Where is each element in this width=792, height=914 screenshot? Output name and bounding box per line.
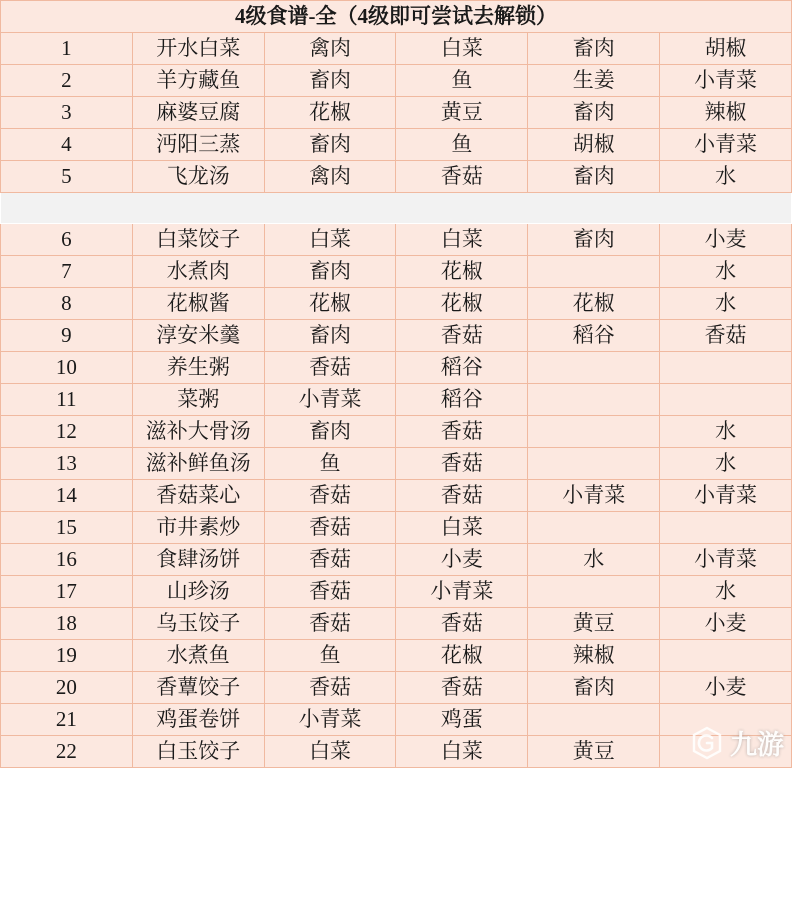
ingredient-4 xyxy=(660,704,792,736)
table-row xyxy=(1,480,792,512)
ingredient-1: 香菇 xyxy=(264,480,396,512)
row-index: 4 xyxy=(1,129,133,161)
ingredient-4: 水 xyxy=(660,161,792,193)
row-index: 1 xyxy=(1,33,133,65)
ingredient-2: 香菇 xyxy=(396,320,528,352)
row-index: 3 xyxy=(1,97,133,129)
recipe-name: 乌玉饺子 xyxy=(132,608,264,640)
table-row xyxy=(1,576,792,608)
ingredient-1: 畜肉 xyxy=(264,256,396,288)
row-index: 9 xyxy=(1,320,133,352)
ingredient-2: 鱼 xyxy=(396,129,528,161)
ingredient-2: 香菇 xyxy=(396,161,528,193)
ingredient-4: 辣椒 xyxy=(660,97,792,129)
table-row xyxy=(1,33,792,65)
row-index: 7 xyxy=(1,256,133,288)
ingredient-2: 小麦 xyxy=(396,544,528,576)
recipe-name: 香蕈饺子 xyxy=(132,672,264,704)
ingredient-1: 畜肉 xyxy=(264,65,396,97)
recipe-name: 羊方藏鱼 xyxy=(132,65,264,97)
watermark-text: 九游 xyxy=(730,730,784,760)
ingredient-2: 花椒 xyxy=(396,640,528,672)
table-row xyxy=(1,736,792,768)
ingredient-2: 香菇 xyxy=(396,672,528,704)
ingredient-2: 花椒 xyxy=(396,256,528,288)
ingredient-1: 畜肉 xyxy=(264,320,396,352)
row-index: 8 xyxy=(1,288,133,320)
ingredient-4: 水 xyxy=(660,576,792,608)
recipe-name: 滋补大骨汤 xyxy=(132,416,264,448)
row-index: 14 xyxy=(1,480,133,512)
ingredient-1: 香菇 xyxy=(264,512,396,544)
ingredient-3: 畜肉 xyxy=(528,161,660,193)
ingredient-2: 香菇 xyxy=(396,480,528,512)
ingredient-1: 花椒 xyxy=(264,97,396,129)
ingredient-4: 小青菜 xyxy=(660,544,792,576)
ingredient-1: 小青菜 xyxy=(264,384,396,416)
table-row xyxy=(1,448,792,480)
ingredient-1: 香菇 xyxy=(264,672,396,704)
row-index: 19 xyxy=(1,640,133,672)
page-title: 4级食谱-全（4级即可尝试去解锁） xyxy=(1,1,792,33)
ingredient-4: 水 xyxy=(660,288,792,320)
ingredient-3 xyxy=(528,704,660,736)
recipe-name: 山珍汤 xyxy=(132,576,264,608)
ingredient-3: 畜肉 xyxy=(528,672,660,704)
ingredient-4 xyxy=(660,512,792,544)
ingredient-4: 小麦 xyxy=(660,608,792,640)
row-index: 16 xyxy=(1,544,133,576)
table-row xyxy=(1,704,792,736)
ingredient-1: 小青菜 xyxy=(264,704,396,736)
recipe-name: 水煮鱼 xyxy=(132,640,264,672)
recipe-name: 滋补鲜鱼汤 xyxy=(132,448,264,480)
ingredient-3: 畜肉 xyxy=(528,33,660,65)
table-row xyxy=(1,608,792,640)
row-index: 21 xyxy=(1,704,133,736)
table-row xyxy=(1,672,792,704)
ingredient-2: 稻谷 xyxy=(396,352,528,384)
ingredient-1: 鱼 xyxy=(264,640,396,672)
row-index: 22 xyxy=(1,736,133,768)
table-row xyxy=(1,512,792,544)
ingredient-2: 白菜 xyxy=(396,33,528,65)
ingredient-1: 禽肉 xyxy=(264,33,396,65)
recipe-name: 菜粥 xyxy=(132,384,264,416)
table-row xyxy=(1,320,792,352)
ingredient-4 xyxy=(660,352,792,384)
ingredient-3 xyxy=(528,512,660,544)
row-index: 10 xyxy=(1,352,133,384)
row-index: 15 xyxy=(1,512,133,544)
row-index: 11 xyxy=(1,384,133,416)
ingredient-4: 小青菜 xyxy=(660,129,792,161)
row-index: 2 xyxy=(1,65,133,97)
recipe-name: 开水白菜 xyxy=(132,33,264,65)
ingredient-4: 香菇 xyxy=(660,320,792,352)
recipe-name: 食肆汤饼 xyxy=(132,544,264,576)
row-index: 5 xyxy=(1,161,133,193)
ingredient-3: 黄豆 xyxy=(528,608,660,640)
recipe-name: 淳安米羹 xyxy=(132,320,264,352)
ingredient-1: 禽肉 xyxy=(264,161,396,193)
recipe-name: 养生粥 xyxy=(132,352,264,384)
recipe-name: 市井素炒 xyxy=(132,512,264,544)
row-index: 12 xyxy=(1,416,133,448)
ingredient-1: 畜肉 xyxy=(264,129,396,161)
ingredient-1: 花椒 xyxy=(264,288,396,320)
recipe-name: 花椒酱 xyxy=(132,288,264,320)
ingredient-4: 水 xyxy=(660,448,792,480)
ingredient-4: 水 xyxy=(660,416,792,448)
row-index: 17 xyxy=(1,576,133,608)
recipe-name: 飞龙汤 xyxy=(132,161,264,193)
ingredient-1: 畜肉 xyxy=(264,416,396,448)
ingredient-3: 生姜 xyxy=(528,65,660,97)
ingredient-4: 水 xyxy=(660,256,792,288)
recipe-name: 沔阳三蒸 xyxy=(132,129,264,161)
ingredient-4: 小麦 xyxy=(660,672,792,704)
ingredient-1: 香菇 xyxy=(264,576,396,608)
ingredient-3 xyxy=(528,576,660,608)
ingredient-4: 小青菜 xyxy=(660,480,792,512)
table-row xyxy=(1,416,792,448)
ingredient-2: 稻谷 xyxy=(396,384,528,416)
ingredient-4 xyxy=(660,736,792,768)
recipe-name: 鸡蛋卷饼 xyxy=(132,704,264,736)
row-index: 20 xyxy=(1,672,133,704)
row-index: 6 xyxy=(1,224,133,256)
recipe-name: 白菜饺子 xyxy=(132,224,264,256)
ingredient-3: 水 xyxy=(528,544,660,576)
title-row xyxy=(1,1,792,33)
table-row xyxy=(1,640,792,672)
ingredient-4 xyxy=(660,384,792,416)
ingredient-2: 黄豆 xyxy=(396,97,528,129)
ingredient-4: 胡椒 xyxy=(660,33,792,65)
ingredient-3 xyxy=(528,352,660,384)
table-row xyxy=(1,544,792,576)
table-row xyxy=(1,256,792,288)
ingredient-1: 白菜 xyxy=(264,736,396,768)
table-row xyxy=(1,352,792,384)
ingredient-2: 白菜 xyxy=(396,736,528,768)
ingredient-2: 鸡蛋 xyxy=(396,704,528,736)
table-row xyxy=(1,129,792,161)
row-index: 18 xyxy=(1,608,133,640)
spacer-cell xyxy=(1,193,792,224)
table-row xyxy=(1,288,792,320)
ingredient-2: 白菜 xyxy=(396,512,528,544)
ingredient-2: 香菇 xyxy=(396,448,528,480)
recipe-name: 水煮肉 xyxy=(132,256,264,288)
ingredient-1: 白菜 xyxy=(264,224,396,256)
ingredient-3 xyxy=(528,384,660,416)
ingredient-3 xyxy=(528,448,660,480)
table-row xyxy=(1,224,792,256)
ingredient-4: 小麦 xyxy=(660,224,792,256)
ingredient-1: 香菇 xyxy=(264,352,396,384)
ingredient-1: 鱼 xyxy=(264,448,396,480)
ingredient-4: 小青菜 xyxy=(660,65,792,97)
recipe-name: 白玉饺子 xyxy=(132,736,264,768)
ingredient-3: 畜肉 xyxy=(528,224,660,256)
recipe-name: 香菇菜心 xyxy=(132,480,264,512)
table-row xyxy=(1,161,792,193)
ingredient-3: 黄豆 xyxy=(528,736,660,768)
ingredient-1: 香菇 xyxy=(264,544,396,576)
ingredient-3 xyxy=(528,416,660,448)
ingredient-3: 胡椒 xyxy=(528,129,660,161)
ingredient-3: 小青菜 xyxy=(528,480,660,512)
row-index: 13 xyxy=(1,448,133,480)
ingredient-2: 白菜 xyxy=(396,224,528,256)
table-row xyxy=(1,97,792,129)
ingredient-2: 香菇 xyxy=(396,416,528,448)
ingredient-3: 稻谷 xyxy=(528,320,660,352)
recipe-name: 麻婆豆腐 xyxy=(132,97,264,129)
table-row xyxy=(1,384,792,416)
ingredient-3: 花椒 xyxy=(528,288,660,320)
ingredient-3: 畜肉 xyxy=(528,97,660,129)
ingredient-1: 香菇 xyxy=(264,608,396,640)
spacer-row xyxy=(1,193,792,224)
ingredient-3: 辣椒 xyxy=(528,640,660,672)
table-row xyxy=(1,65,792,97)
ingredient-2: 香菇 xyxy=(396,608,528,640)
ingredient-2: 小青菜 xyxy=(396,576,528,608)
ingredient-3 xyxy=(528,256,660,288)
recipe-table-body xyxy=(1,1,792,768)
ingredient-4 xyxy=(660,640,792,672)
ingredient-2: 鱼 xyxy=(396,65,528,97)
ingredient-2: 花椒 xyxy=(396,288,528,320)
